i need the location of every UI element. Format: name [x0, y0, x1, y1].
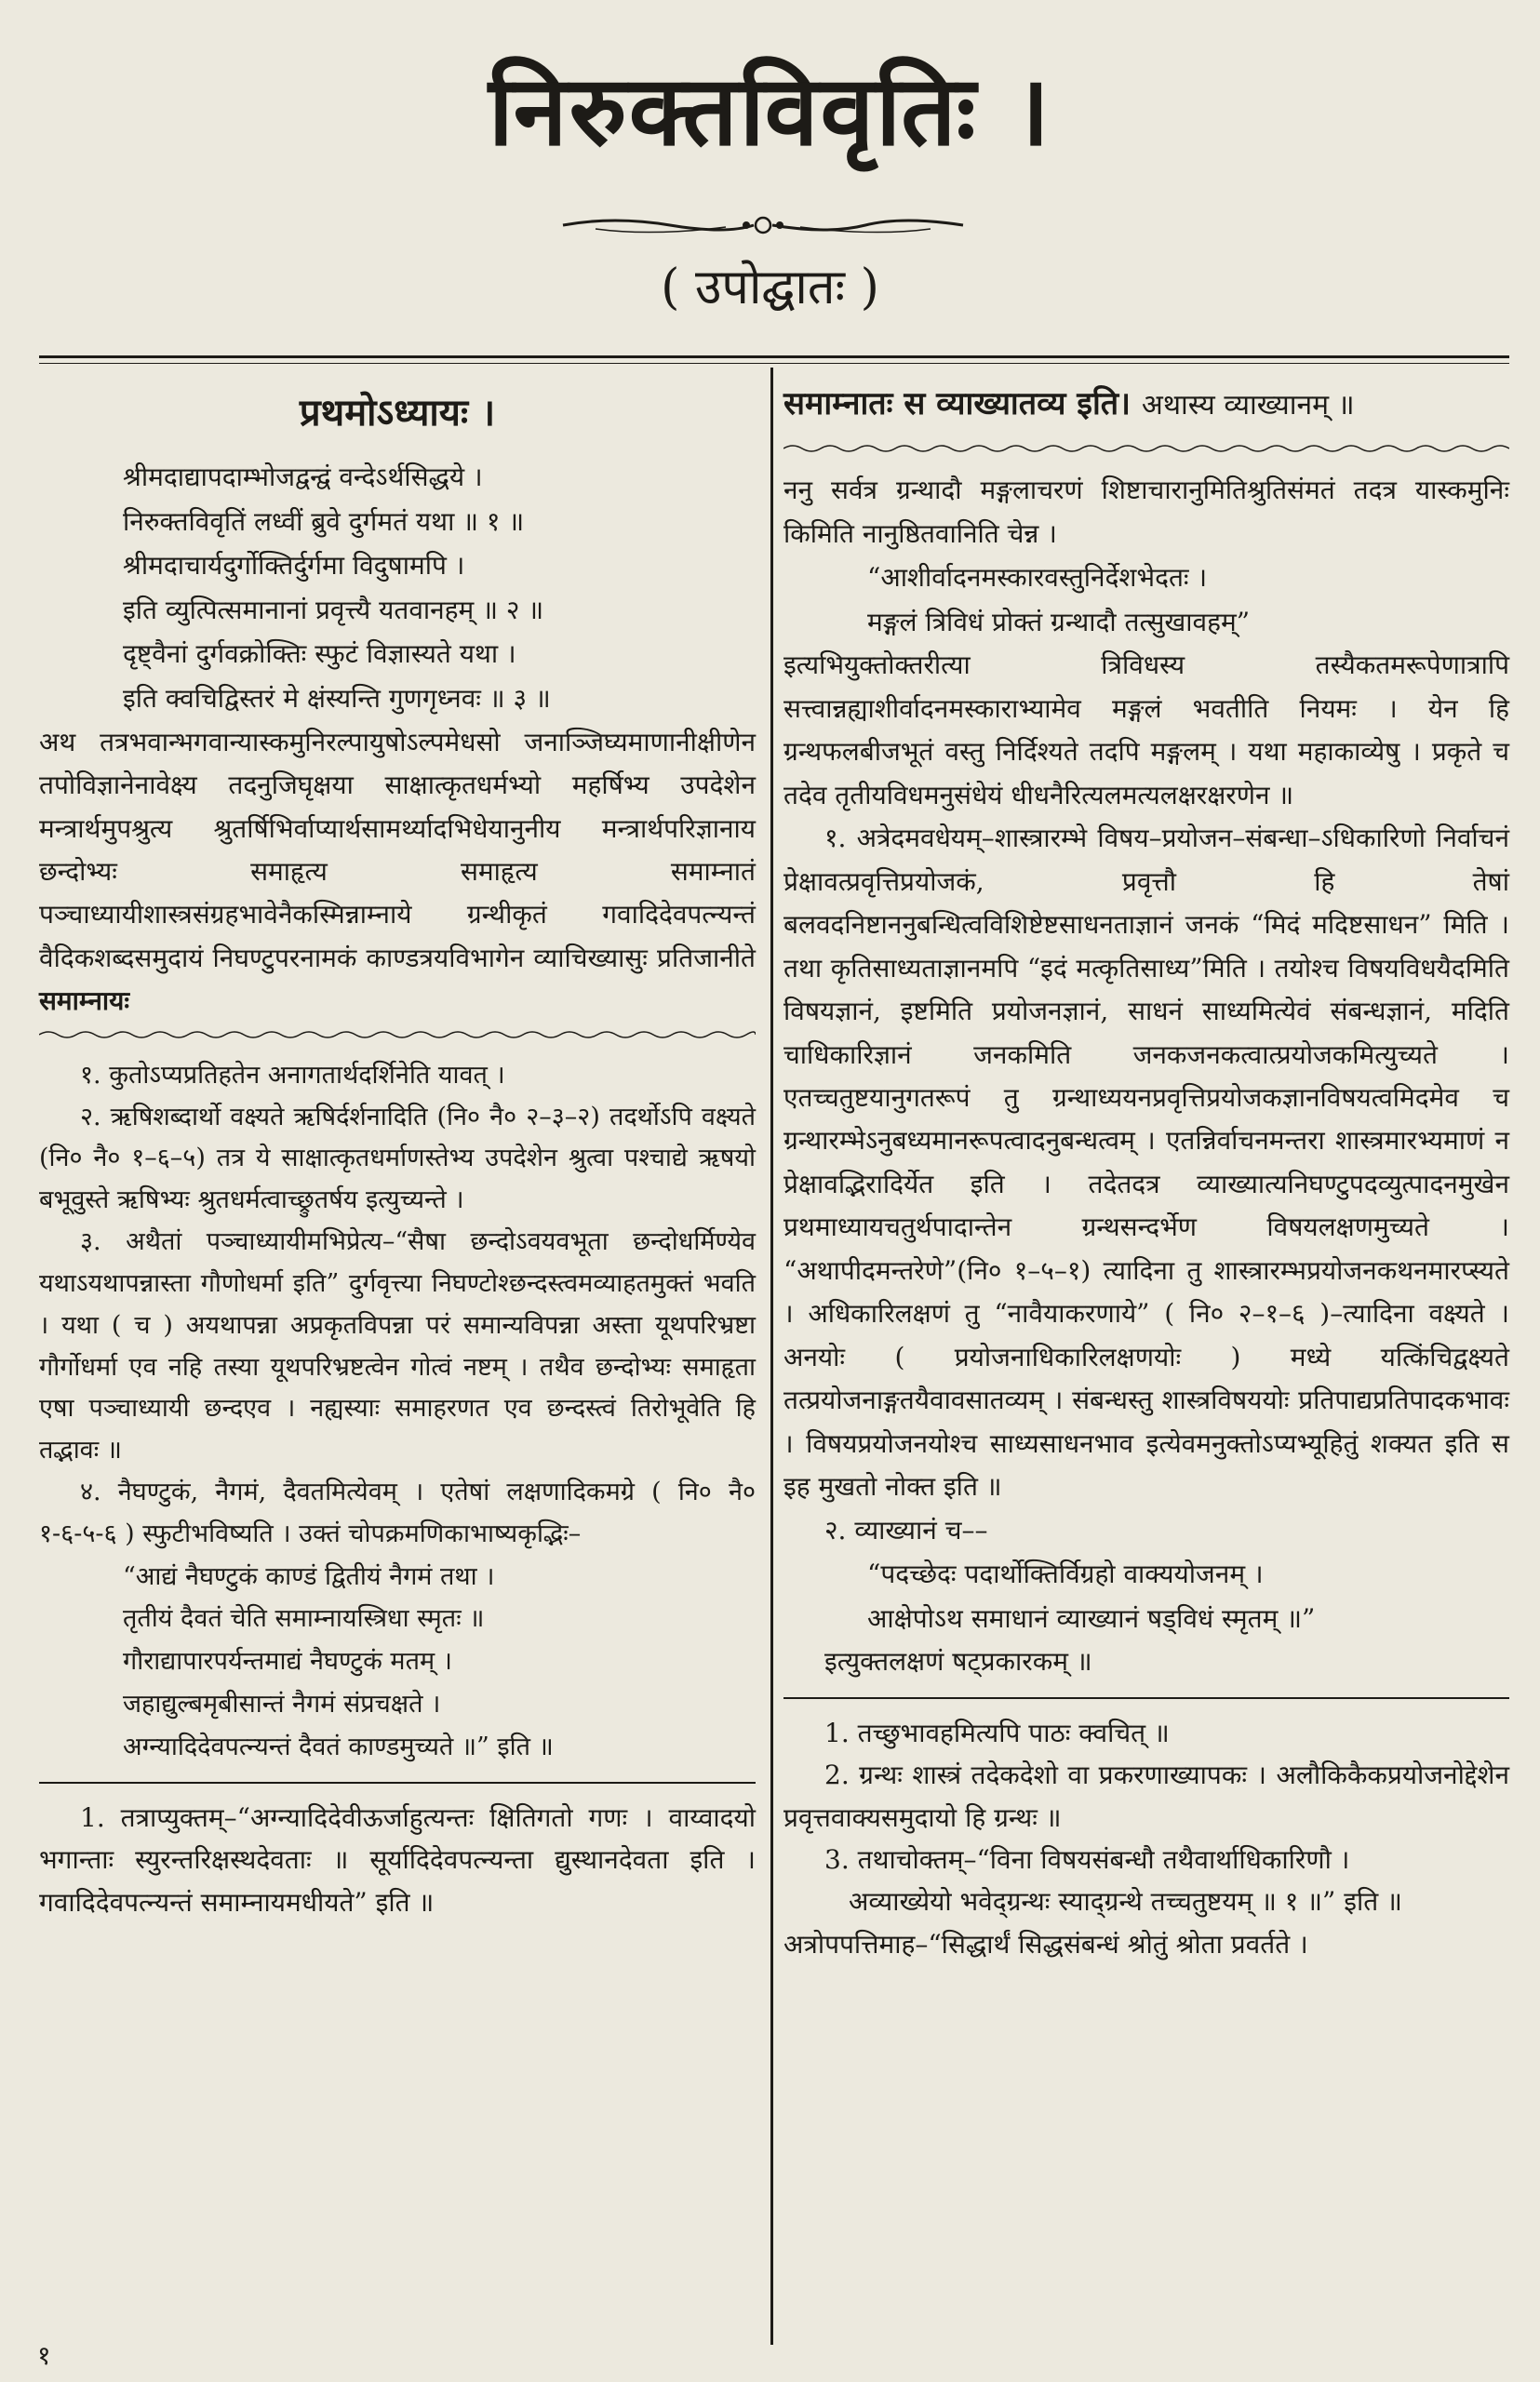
page-number: १ — [37, 2340, 51, 2371]
header-rule-thin — [39, 363, 1509, 364]
note-verse-line: जहाद्युल्बमृबीसान्तं नैगमं संप्रचक्षते । — [123, 1690, 441, 1720]
note-item: १. कुतोऽप्यप्रतिहतेन अनागतार्थदर्शिनेति यावत् । — [80, 1060, 505, 1090]
ornament-divider — [558, 207, 968, 244]
opening-verse-line: इति क्वचिद्विस्तरं मे क्षंस्यन्ति गुणगृध्नवः ॥ ३ ॥ — [123, 682, 551, 714]
quoted-verse-line: आक्षेपोऽथ समाधानं व्याख्यानं षड्विधं स्मृतम् ॥” — [867, 1602, 1316, 1634]
intro-keyword: समाम्नायः — [39, 985, 130, 1017]
intro-text: अथ तत्रभवान्भगवान्यास्कमुनिरल्पायुषोऽल्पमेधसो जनाञ्जिघ्यमाणानीक्षीणेन तपोविज्ञानेनावेक्ष्य तदनुजिघृक्षया साक्षात्कृतधर्मभ्यो महर्षिभ्य उपदेशेन मन्त्रार्थमुपश्रुत्य श्रुतर्षिभिर्वाप्यार्थसामर्थ्यादभिधेयानुनीय मन्त्रार्थपरिज्ञानाय छन्दोभ्यः समाहृत्य समाहृत्य समाम्नातं पञ्चाध्यायीशास्त्रसंग्रहभावेनैकस्मिन्नाम्नाये ग्रन्थीकृतं गवादिदेवपत्न्यन्तं वैदिकशब्दसमुदायं निघण्टुपरनामकं काण्डत्रयविभागेन व्याचिख्यासुः प्रतिजानीते — [39, 726, 756, 973]
quoted-verse-line: मङ्गलं त्रिविधं प्रोक्तं ग्रन्थादौ तत्सुखावहम्” — [867, 606, 1251, 637]
opening-verse-line: श्रीमदाद्यापदाम्भोजद्वन्द्वं वन्देऽर्थसिद्धये । — [123, 462, 483, 492]
footnote-item: 1. तच्छुभावहमित्यपि पाठः क्वचित् ॥ — [824, 1717, 1170, 1748]
note-verse-line: “आद्यं नैघण्टुकं काण्डं द्वितीयं नैगमं तथा । — [123, 1561, 495, 1591]
footnote-verse-line: अव्याख्येयो भवेद्ग्रन्थः स्याद्ग्रन्थे तच्चतुष्टयम् ॥ १ ॥” इति ॥ — [849, 1886, 1402, 1918]
page-title: निरुक्तविवृतिः । — [488, 53, 1052, 167]
note-verse-line: अग्न्यादिदेवपत्न्यन्तं दैवतं काण्डमुच्यते ॥” इति ॥ — [123, 1733, 554, 1762]
body-paragraph: ननु सर्वत्र ग्रन्थादौ मङ्गलाचरणं शिष्टाचारानुमितिश्रुतिसंमतं तदत्र यास्कमुनिः किमिति नानुष्ठितवानिति चेन्न । — [783, 475, 1509, 549]
note-item: ३. अथैतां पञ्चाध्यायीमभिप्रेत्य–“सैषा छन्दोऽवयवभूता छन्दोधर्मिण्येव यथाऽयथापन्नास्ता गौणोधर्मा इति” दुर्गवृत्त्या निघण्टोश्छन्दस्त्वमव्याहतमुक्तं भवति । यथा ( च ) अयथापन्ना अप्रकृतविपन्ना परं समान्यविपन्ना अस्ता यूथपरिभ्रष्टा गौर्गोधर्मा एव नहि तस्या यूथपरिभ्रष्टत्वेन गोत्वं नष्टम् । तथैव छन्दोभ्यः समाहृता एषा पञ्चाध्यायी छन्दएव । नह्यस्याः समाहरणत एव छन्दस्त्वं तिरोभूवेति हि तद्भावः ॥ — [39, 1227, 756, 1465]
section-heading-rest: अथास्य व्याख्यानम् ॥ — [1141, 389, 1355, 422]
section-heading — [783, 383, 1509, 424]
footnote-item: 1. तत्राप्युक्तम्–“अग्न्यादिदेवीऊर्जाहुत्यन्तः क्षितिगतो गणः । वाय्वादयो भगान्ताः स्युरन्तरिक्षस्थदेवताः ॥ सूर्यादिदेवपत्न्यन्ता द्युस्थानदेवता इति । गवादिदेवपत्न्यन्तं समाम्नायमधीयते” इति ॥ — [39, 1802, 756, 1918]
body-paragraph: २. व्याख्यानं च–– — [824, 1514, 988, 1546]
body-paragraph: इत्यभियुक्तोक्तरीत्या त्रिविधस्य तस्यैकतमरूपेणात्रापि सत्त्वान्नह्याशीर्वादनमस्काराभ्यामेव मङ्गलं भवतीति नियमः । येन हि ग्रन्थफलबीजभूतं वस्तु निर्दिश्यते तदपि मङ्गलम् । यथा महाकाव्येषु । प्रकृते च तदेव तृतीयविधमनुसंधेयं धीधनैरित्यलमत्यलक्षरक्षरणेन ॥ — [783, 649, 1509, 810]
quoted-verse-line: “पदच्छेदः पदार्थोक्तिर्विग्रहो वाक्ययोजनम् । — [867, 1559, 1264, 1590]
note-item: ४. नैघण्टुकं, नैगमं, दैवतमित्येवम् । एतेषां लक्षणादिकमग्रे ( नि० नै० १-६-५-६ ) स्फुटीभविष्यति । उक्तं चोपक्रमणिकाभाष्यकृद्भिः– — [39, 1477, 756, 1548]
wavy-rule — [783, 441, 1509, 456]
left-column — [39, 370, 756, 1923]
body-paragraph: इत्युक्तलक्षणं षट्प्रकारकम् ॥ — [824, 1646, 1092, 1678]
opening-verse-line: इति व्युत्पित्समानानां प्रवृत्त्यै यतवानहम् ॥ २ ॥ — [123, 594, 544, 625]
footnote-rule — [39, 1782, 756, 1784]
wavy-rule — [39, 1027, 756, 1042]
page-subtitle: ( उपोद्घातः ) — [661, 260, 879, 315]
body-paragraph: १. अत्रेदमवधेयम्–शास्त्रारम्भे विषय–प्रयोजन–संबन्धा–ऽधिकारिणो निर्वाचनं प्रेक्षावत्प्रवृत्तिप्रयोजकं, प्रवृत्तौ हि तेषां बलवदनिष्टाननुबन्धित्वविशिष्टेष्टसाधनताज्ञानं जनकं “मिदं मदिष्टसाधन” मिति । तथा कृतिसाध्यताज्ञानमपि “इदं मत्कृतिसाध्य”मिति । तयोश्च विषयविधयैदमिति विषयज्ञानं, इष्टमिति प्रयोजनज्ञानं, साधनं साध्यमित्येवं संबन्धज्ञानं, मदिति चाधिकारिज्ञानं जनकमिति जनकजनकत्वात्प्रयोजकमित्युच्यते । एतच्चतुष्टयानुगतरूपं तु ग्रन्थाध्ययनप्रवृत्तिप्रयोजकज्ञानविषयत्वमिदमेव च ग्रन्थारम्भेऽनुबध्यमानरूपत्वादनुबन्धत्वम् । एतन्निर्वाचनमन्तरा शास्त्रमारभ्यमाणं न प्रेक्षावद्भिरादिर्येत इति । तदेतदत्र व्याख्यात्यनिघण्टुपदव्युत्पादनमुखेन प्रथमाध्यायचतुर्थपादान्तेन ग्रन्थसन्दर्भेण विषयलक्षणमुच्यते । “अथापीदमन्तरेणे”(नि० १–५–१) त्यादिना तु शास्त्रारम्भप्रयोजनकथनमारप्स्यते । अधिकारिलक्षणं तु “नावैयाकरणाये” ( नि० २–१–६ )–त्यादिना वक्ष्यते । अनयोः ( प्रयोजनाधिकारिलक्षणयोः ) मध्ये यत्किंचिद्वक्ष्यते तत्प्रयोजनाङ्गतयैवावसातव्यम् । संबन्धस्तु शास्त्रविषययोः प्रतिपाद्यप्रतिपादकभावः । विषयप्रयोजनयोश्च साध्यसाधनभाव इत्येवमनुक्तोऽप्यभ्यूहितुं शक्यत इति स इह मुखतो नोक्त इति ॥ — [783, 823, 1509, 1503]
opening-verse-line: निरुक्तविवृतिं लध्वीं ब्रुवे दुर्गमतं यथा ॥ १ ॥ — [123, 505, 525, 537]
intro-paragraph — [39, 721, 756, 1024]
footnote-item: अत्रोपपत्तिमाह–“सिद्धार्थं सिद्धसंबन्धं श्रोतुं श्रोता प्रवर्तते । — [783, 1928, 1308, 1960]
note-item: २. ऋषिशब्दार्थो वक्ष्यते ऋषिर्दर्शनादिति (नि० नै० २–३–२) तदर्थोऽपि वक्ष्यते (नि० नै० १–६–५) तत्र ये साक्षात्कृतधर्माणस्तेभ्य उपदेशेन श्रुत्वा पश्चाद्ये ऋषयो बभूवुस्ते ऋषिभ्यः श्रुतधर्मत्वाच्छ्रुतर्षय इत्युच्यन्ते । — [39, 1102, 756, 1215]
note-verse-line: तृतीयं दैवतं चेति समाम्नायस्त्रिधा स्मृतः ॥ — [123, 1604, 485, 1634]
column-divider — [770, 368, 773, 2345]
footnote-rule — [783, 1697, 1509, 1699]
right-column — [783, 370, 1509, 1965]
note-verse-line: गौराद्यापारपर्यन्तमाद्यं नैघण्टुकं मतम् । — [123, 1647, 452, 1677]
footnote-item: 3. तथाचोक्तम्–“विना विषयसंबन्धौ तथैवार्थाधिकारिणौ । — [824, 1843, 1350, 1875]
section-heading-bold: समाम्नातः स व्याख्यातव्य इति। — [783, 385, 1132, 422]
quoted-verse-line: “आशीर्वादनमस्कारवस्तुनिर्देशभेदतः । — [867, 562, 1208, 594]
header-rule — [39, 355, 1509, 358]
opening-verse-line: श्रीमदाचार्यदुर्गोक्तिर्दुर्गमा विदुषामपि । — [123, 550, 465, 582]
footnote-item: 2. ग्रन्थः शास्त्रं तदेकदेशो वा प्रकरणाख्यापकः । अलौकिकैकप्रयोजनोद्देशेन प्रवृत्तवाक्यसमुदायो हि ग्रन्थः ॥ — [783, 1760, 1509, 1833]
opening-verse-line: दृष्ट्वैनां दुर्गवक्रोक्तिः स्फुटं विज्ञास्यते यथा । — [123, 638, 516, 670]
chapter-heading: प्रथमोऽध्यायः । — [299, 391, 496, 435]
